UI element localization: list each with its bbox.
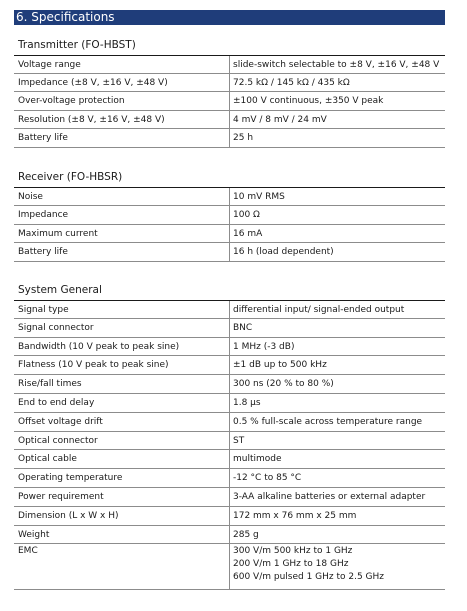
- spec-value: 16 mA: [233, 228, 263, 239]
- spec-label: Weight: [14, 526, 230, 544]
- table-row: [14, 74, 445, 93]
- table-row: [14, 319, 445, 338]
- spec-value: 10 mV RMS: [233, 192, 285, 202]
- table-row: [14, 243, 445, 262]
- spec-label: Optical cable: [14, 450, 230, 468]
- table-row: [14, 356, 445, 375]
- spec-value: -12 °C to 85 °C: [233, 473, 302, 484]
- spec-label: EMC: [14, 544, 230, 589]
- spec-label: Resolution (±8 V, ±16 V, ±48 V): [14, 111, 230, 129]
- table-row: [14, 375, 445, 394]
- table-row: [14, 225, 445, 244]
- table-row: [14, 526, 445, 545]
- spec-label: Power requirement: [14, 488, 230, 506]
- table-row: [14, 55, 445, 74]
- spec-label: Flatness (10 V peak to peak sine): [14, 356, 230, 374]
- spec-value: 300 ns (20 % to 80 %): [233, 379, 334, 390]
- table-row: [14, 92, 445, 111]
- spec-value: BNC: [233, 322, 253, 333]
- spec-value: 25 h: [233, 133, 254, 144]
- spec-label: Maximum current: [14, 225, 230, 243]
- section-title-transmitter-fo-hbst: Transmitter (FO-HBST): [18, 39, 136, 51]
- table-row: [14, 187, 445, 206]
- table-row: [14, 111, 445, 130]
- spec-value-line: 600 V/m pulsed 1 GHz to 2.5 GHz: [233, 572, 385, 583]
- spec-label: Noise: [14, 188, 230, 205]
- table-row: [14, 450, 445, 469]
- table-row: [14, 300, 445, 319]
- spec-label: Bandwidth (10 V peak to peak sine): [14, 338, 230, 356]
- spec-value-line: 300 V/m 500 kHz to 1 GHz: [233, 546, 353, 557]
- spec-value: 16 h (load dependent): [233, 247, 334, 258]
- spec-label: Impedance: [14, 206, 230, 224]
- section-title-receiver-fo-hbsr: Receiver (FO-HBSR): [18, 171, 123, 183]
- spec-table-receiver-fo-hbsr: [14, 187, 445, 262]
- spec-value: 72.5 kΩ / 145 kΩ / 435 kΩ: [233, 77, 350, 88]
- spec-label: Signal type: [14, 301, 230, 318]
- spec-value: slide-switch selectable to ±8 V, ±16 V, ±48 V: [233, 60, 440, 70]
- table-row: [14, 488, 445, 507]
- table-row: [14, 432, 445, 451]
- section-title-system-general: System General: [18, 284, 102, 296]
- table-row: [14, 507, 445, 526]
- spec-value: [230, 544, 445, 589]
- spec-label: Offset voltage drift: [14, 413, 230, 431]
- spec-value: 3-AA alkaline batteries or external adapter: [233, 491, 426, 502]
- table-row: [14, 413, 445, 432]
- spec-value: ST: [233, 435, 245, 446]
- table-row: [14, 544, 445, 590]
- spec-label: Signal connector: [14, 319, 230, 337]
- spec-value: 1 MHz (-3 dB): [233, 341, 295, 352]
- spec-value: multimode: [233, 454, 282, 465]
- spec-label: Operating temperature: [14, 469, 230, 487]
- spec-table-transmitter-fo-hbst: [14, 55, 445, 148]
- spec-label: Dimension (L x W x H): [14, 507, 230, 525]
- table-row: [14, 394, 445, 413]
- spec-label: Battery life: [14, 129, 230, 147]
- spec-value: 0.5 % full-scale across temperature range: [233, 416, 423, 427]
- spec-value: 285 g: [233, 529, 259, 540]
- spec-value: differential input/ signal-ended output: [233, 305, 405, 315]
- spec-value: 100 Ω: [233, 209, 260, 220]
- table-row: [14, 338, 445, 357]
- spec-table-system-general: [14, 300, 445, 590]
- spec-value: 4 mV / 8 mV / 24 mV: [233, 114, 327, 125]
- spec-value: 172 mm x 76 mm x 25 mm: [233, 510, 357, 521]
- table-row: [14, 206, 445, 225]
- spec-label: Rise/fall times: [14, 375, 230, 393]
- spec-value: ±1 dB up to 500 kHz: [233, 360, 327, 371]
- spec-value: 1.8 µs: [233, 397, 261, 408]
- table-row: [14, 469, 445, 488]
- spec-label: Over-voltage protection: [14, 92, 230, 110]
- spec-label: Battery life: [14, 243, 230, 261]
- spec-value-line: 200 V/m 1 GHz to 18 GHz: [233, 559, 349, 570]
- spec-label: Optical connector: [14, 432, 230, 450]
- table-row: [14, 129, 445, 148]
- spec-value: ±100 V continuous, ±350 V peak: [233, 96, 384, 107]
- spec-label: Voltage range: [14, 56, 230, 73]
- section-heading: 6. Specifications: [14, 10, 445, 25]
- spec-label: Impedance (±8 V, ±16 V, ±48 V): [14, 74, 230, 92]
- spec-label: End to end delay: [14, 394, 230, 412]
